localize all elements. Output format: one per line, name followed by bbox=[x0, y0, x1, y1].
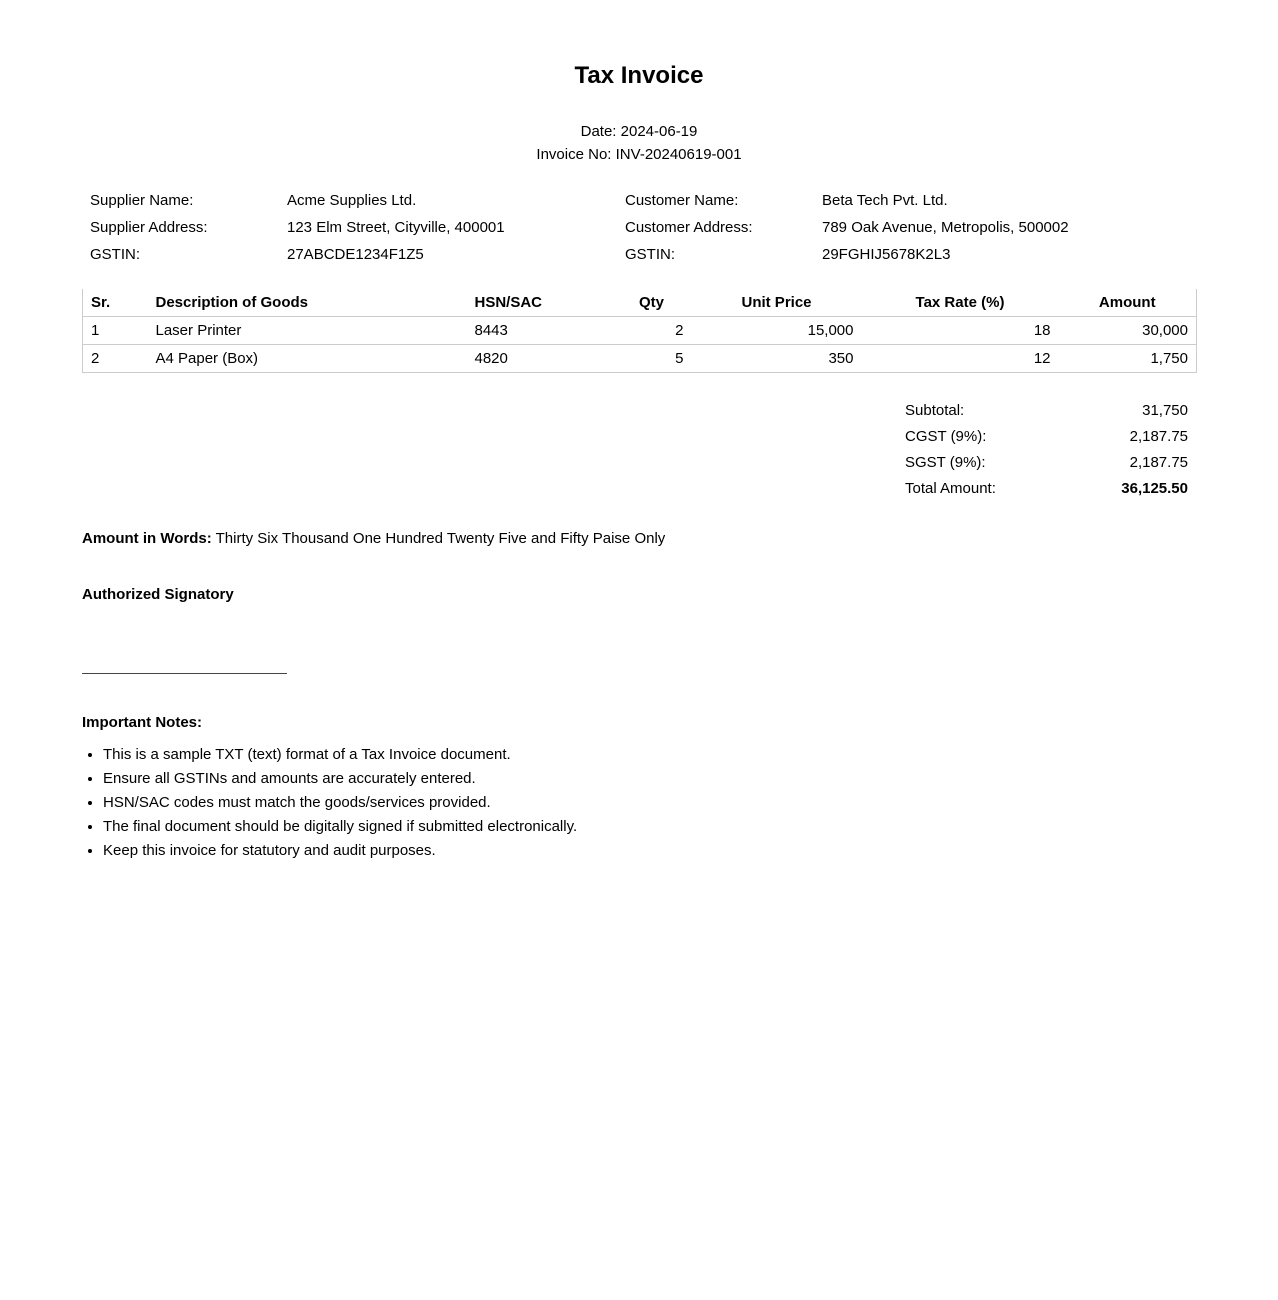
amount-in-words bbox=[82, 528, 1196, 549]
totals-value: 2,187.75 bbox=[1129, 428, 1188, 445]
totals-row bbox=[905, 398, 1188, 424]
totals-value: 36,125.50 bbox=[1121, 480, 1188, 497]
parties-section bbox=[82, 187, 1196, 268]
table-cell: 12 bbox=[862, 345, 1059, 373]
field-label: Customer Address: bbox=[625, 219, 753, 236]
document-title: Tax Invoice bbox=[574, 62, 704, 89]
field-label: GSTIN: bbox=[625, 246, 676, 263]
column-header: Sr. bbox=[83, 289, 148, 317]
invoice-meta bbox=[82, 120, 1196, 166]
totals-row bbox=[905, 450, 1188, 476]
note-item: • Ensure all GSTINs and amounts are accurately entered. bbox=[103, 767, 1196, 791]
column-header: Unit Price bbox=[692, 289, 862, 317]
items-table bbox=[82, 289, 1197, 373]
table-cell: 1,750 bbox=[1059, 345, 1197, 373]
field-value: Beta Tech Pvt. Ltd. bbox=[822, 192, 948, 209]
notes-heading: Important Notes: bbox=[82, 714, 202, 731]
totals-section bbox=[905, 398, 1196, 502]
supplier-row bbox=[90, 241, 625, 268]
field-value: 27ABCDE1234F1Z5 bbox=[287, 246, 424, 263]
table-row bbox=[83, 317, 1197, 345]
table-cell: 1 bbox=[83, 317, 148, 345]
note-item: • This is a sample TXT (text) format of a Tax Invoice document. bbox=[103, 743, 1196, 767]
table-cell: 30,000 bbox=[1059, 317, 1197, 345]
field-value: 123 Elm Street, Cityville, 400001 bbox=[287, 219, 505, 236]
notes-list bbox=[82, 743, 1196, 863]
totals-value: 2,187.75 bbox=[1129, 454, 1188, 471]
table-cell: 15,000 bbox=[692, 317, 862, 345]
table-cell: 4820 bbox=[467, 345, 612, 373]
table-cell: 350 bbox=[692, 345, 862, 373]
supplier-info bbox=[82, 187, 625, 268]
supplier-row bbox=[90, 214, 625, 241]
field-label: GSTIN: bbox=[90, 246, 141, 263]
field-value: 29FGHIJ5678K2L3 bbox=[822, 246, 951, 263]
totals-row bbox=[905, 476, 1188, 502]
note-item: • The final document should be digitally signed if submitted electronically. bbox=[103, 815, 1196, 839]
table-cell: 8443 bbox=[467, 317, 612, 345]
customer-row bbox=[625, 187, 1196, 214]
column-header: Qty bbox=[612, 289, 692, 317]
table-cell: 5 bbox=[612, 345, 692, 373]
signature-line bbox=[82, 673, 287, 674]
customer-row bbox=[625, 214, 1196, 241]
column-header: Description of Goods bbox=[148, 289, 467, 317]
supplier-row bbox=[90, 187, 625, 214]
date-value: 2024-06-19 bbox=[620, 123, 698, 140]
items-table-body bbox=[83, 317, 1197, 373]
amount-in-words-label: Amount in Words: bbox=[82, 530, 212, 547]
field-value: 789 Oak Avenue, Metropolis, 500002 bbox=[822, 219, 1069, 236]
totals-label: SGST (9%): bbox=[905, 454, 986, 471]
column-header: Amount bbox=[1059, 289, 1197, 317]
totals-label: CGST (9%): bbox=[905, 428, 987, 445]
table-row bbox=[83, 345, 1197, 373]
note-item: • HSN/SAC codes must match the goods/services provided. bbox=[103, 791, 1196, 815]
invoice-no-label: Invoice No: bbox=[536, 146, 612, 163]
amount-in-words-text: Thirty Six Thousand One Hundred Twenty Five and Fifty Paise Only bbox=[215, 530, 666, 547]
table-cell: A4 Paper (Box) bbox=[148, 345, 467, 373]
field-label: Supplier Name: bbox=[90, 192, 194, 209]
table-cell: 2 bbox=[612, 317, 692, 345]
customer-info bbox=[625, 187, 1196, 268]
column-header: Tax Rate (%) bbox=[862, 289, 1059, 317]
invoice-page bbox=[82, 0, 1196, 863]
totals-row bbox=[905, 424, 1188, 450]
items-table-head-row bbox=[83, 289, 1197, 317]
invoice-no-line bbox=[82, 143, 1196, 166]
totals-label: Total Amount: bbox=[905, 480, 996, 497]
invoice-no-value: INV-20240619-001 bbox=[615, 146, 742, 163]
note-item: • Keep this invoice for statutory and audit purposes. bbox=[103, 839, 1196, 863]
field-label: Supplier Address: bbox=[90, 219, 208, 236]
authorized-signatory-label: Authorized Signatory bbox=[82, 586, 234, 603]
date-label: Date: bbox=[580, 123, 617, 140]
column-header: HSN/SAC bbox=[467, 289, 612, 317]
date-line bbox=[82, 120, 1196, 143]
totals-value: 31,750 bbox=[1142, 402, 1188, 419]
totals-label: Subtotal: bbox=[905, 402, 965, 419]
table-cell: 18 bbox=[862, 317, 1059, 345]
field-label: Customer Name: bbox=[625, 192, 739, 209]
table-cell: Laser Printer bbox=[148, 317, 467, 345]
customer-row bbox=[625, 241, 1196, 268]
field-value: Acme Supplies Ltd. bbox=[287, 192, 417, 209]
table-cell: 2 bbox=[83, 345, 148, 373]
